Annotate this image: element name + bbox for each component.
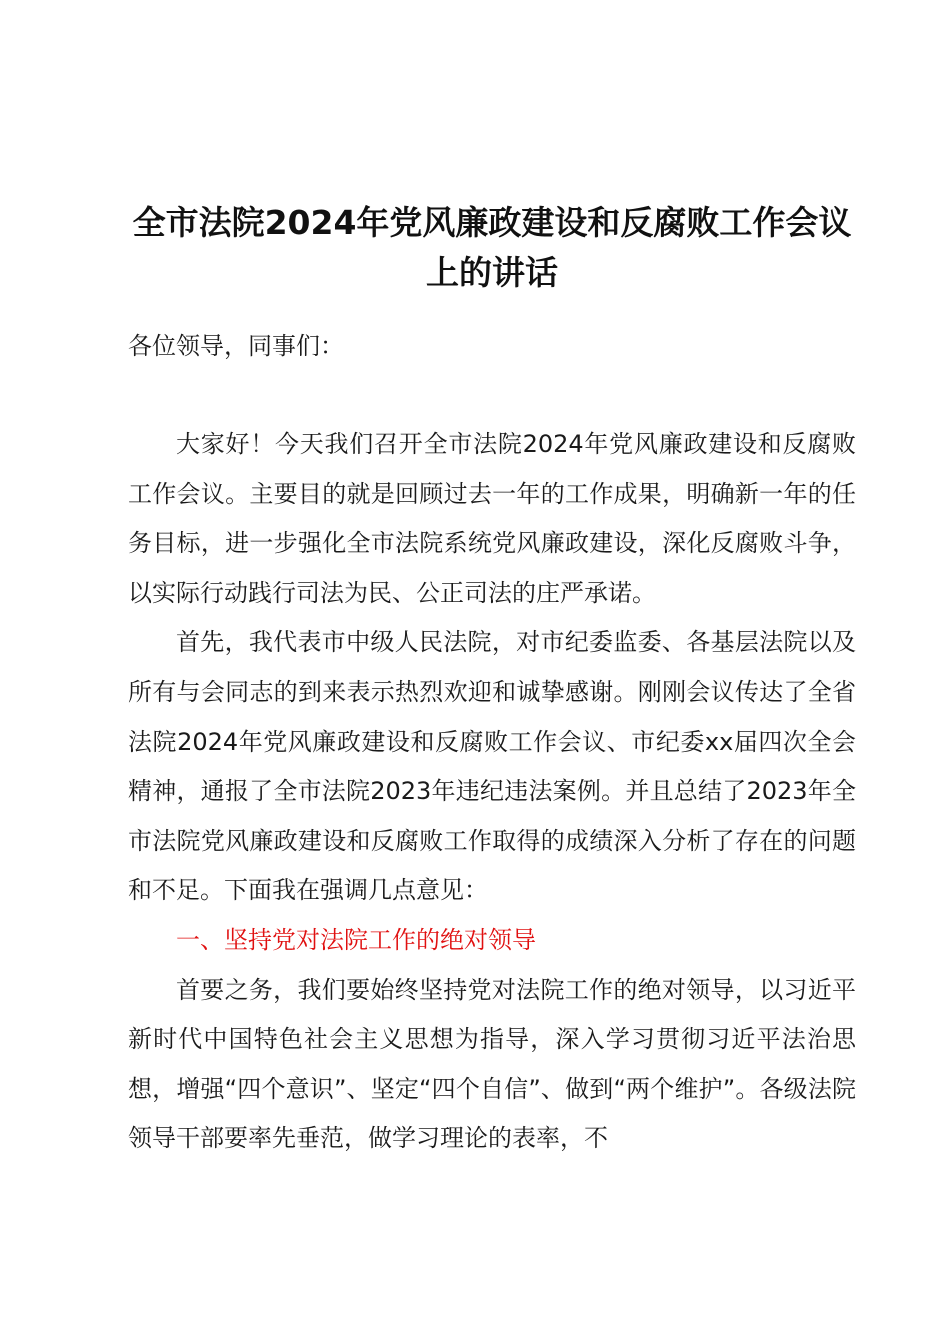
- paragraph-opening: 大家好！今天我们召开全市法院2024年党风廉政建设和反腐败工作会议。主要目的就是回顾过去一年的工作成果，明确新一年的任务目标，进一步强化全市法院系统党风廉政建设，深化反腐败斗争，以实际行动践行司法为民、公正司法的庄严承诺。: [128, 430, 856, 607]
- document-body: [128, 420, 856, 1164]
- paragraph-section-one: 首要之务，我们要始终坚持党对法院工作的绝对领导，以习近平新时代中国特色社会主义思想为指导，深入学习贯彻习近平法治思想，增强“四个意识”、坚定“四个自信”、做到“两个维护”。各级法院领导干部要率先垂范，做学习理论的表率，不: [128, 975, 856, 1153]
- salutation: 各位领导，同事们：: [128, 332, 344, 360]
- section-heading: 一、坚持党对法院工作的绝对领导: [176, 925, 536, 954]
- paragraph-welcome: 首先，我代表市中级人民法院，对市纪委监委、各基层法院以及所有与会同志的到来表示热烈欢迎和诚挚感谢。刚刚会议传达了全省法院2024年党风廉政建设和反腐败工作会议、市纪委xx届四次全会精神，通报了全市法院2023年违纪违法案例。并且总结了2023年全市法院党风廉政建设和反腐败工作取得的成绩深入分析了存在的问题和不足。下面我在强调几点意见：: [128, 628, 856, 905]
- document-title: 全市法院2024年党风廉政建设和反腐败工作会议上的讲话: [132, 203, 852, 292]
